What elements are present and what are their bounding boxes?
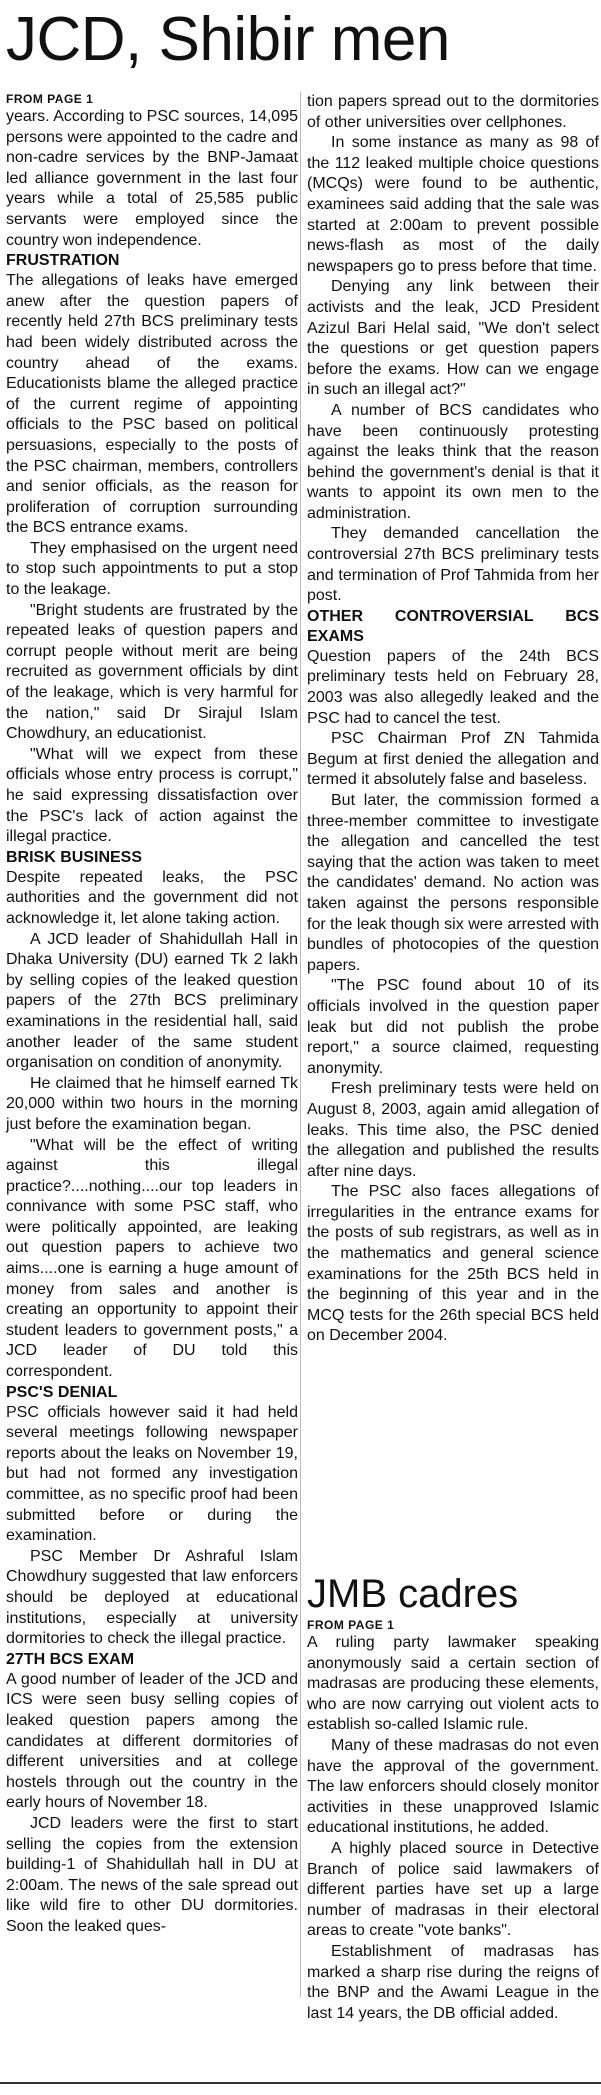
from-page-label: FROM PAGE 1 — [6, 92, 94, 106]
paragraph: Fresh preliminary tests were held on August 8, 2003, again amid allegation of leaks. This time also, the PSC denied the allegation and published the results after nine days. — [307, 1080, 599, 1180]
subheading-brisk-business: BRISK BUSINESS — [6, 848, 143, 866]
paragraph: In some instance as many as 98 of the 112 leaked multiple choice questions (MCQs) were found to be authentic, examinees said adding that the sale was started at 2:00am to prevent possible news-flash as most of the daily newspapers go to press before that time. — [307, 134, 599, 275]
paragraph: The PSC also faces allegations of irregularities in the entrance exams for the posts of sub registrars, as well as in the mathematics and general science examinations for the 25th BCS held in the beginning of this year and in the MCQ tests for the 26th special BCS held on December 2004. — [307, 1183, 599, 1345]
paragraph: They emphasised on the urgent need to stop such appointments to put a stop to the leakage. — [6, 539, 298, 599]
paragraph: JCD leaders were the first to start selling the copies from the extension building-1 of Shahidullah hall in DU at 2:00am. The news of the sale spread out like wild fire to other DU dormitories. Soon the leaked ques- — [6, 1814, 298, 1935]
paragraph: A highly placed source in Detective Branch of police said lawmakers of different parties have set up a large number of madrasas in their electoral areas to create "vote banks". — [307, 1839, 599, 1940]
paragraph: A number of BCS candidates who have been continuously protesting against the leaks think that the reason behind the government's denial is that it wants to appoint its own men to the administration. — [307, 401, 599, 522]
paragraph: A ruling party lawmaker speaking anonymously said a certain section of madrasas are producing these elements, who are now carrying out violent acts to establish so-called Islamic rule. — [307, 1634, 599, 1734]
second-story-headline: JMB cadres — [307, 1572, 519, 1616]
paragraph: He claimed that he himself earned Tk 20,000 within two hours in the morning just before the examination began. — [6, 1074, 298, 1133]
paragraph: A good number of leader of the JCD and ICS were seen busy selling copies of leaked question papers among the candidates at different dormitories of different universities and at college hostels through out the country in the early hours of November 18. — [6, 1670, 298, 1812]
paragraph: Despite repeated leaks, the PSC authorities and the government did not acknowledge it, let alone taking action. — [6, 868, 298, 927]
paragraph: A JCD leader of Shahidullah Hall in Dhaka University (DU) earned Tk 2 lakh by selling copies of the leaked question papers of the 27th BCS preliminary examinations in the residential hall, said another leader of the same student organisation on condition of anonymity. — [6, 930, 298, 1072]
paragraph: tion papers spread out to the dormitories of other universities over cellphones. — [307, 93, 599, 131]
paragraph: PSC Member Dr Ashraful Islam Chowdhury suggested that law enforcers should be deployed at educational institutions, especially at university dormitories to check the illegal practice. — [6, 1547, 298, 1648]
paragraph: Establishment of madrasas has marked a sharp rise during the reigns of the BNP and the Awami League in the last 14 years, the DB official added. — [307, 1942, 599, 2022]
paragraph: PSC Chairman Prof ZN Tahmida Begum at first denied the allegation and termed it absolutely false and baseless. — [307, 730, 599, 789]
paragraph: PSC officials however said it had held several meetings following newspaper reports about the leaks on November 19, but had not formed any investigation committee, as no specific proof had been submitted before or during the examination. — [6, 1403, 298, 1545]
headline: JCD, Shibir men — [6, 5, 450, 74]
left-column — [6, 92, 298, 1937]
subheading-other-controversial-exams: OTHER CONTROVERSIAL BCS EXAMS — [307, 607, 599, 645]
paragraph: Denying any link between their activists and the leak, JCD President Azizul Bari Helal said, "We don't select the questions or get question papers before the exams. How can we engage in such an illegal act?" — [307, 278, 599, 399]
paragraph: Question papers of the 24th BCS preliminary tests held on February 28, 2003 was also allegedly leaked and the PSC had to cancel the test. — [307, 647, 599, 727]
paragraph: years. According to PSC sources, 14,095 persons were appointed to the cadre and non-cadre services by the BNP-Jamaat led alliance government in the last four years while a total of 25,585 public servants were employed since the country won independence. — [6, 108, 298, 249]
paragraph: "Bright students are frustrated by the repeated leaks of question papers and corrupt people without merit are being recruited as government officials by dint of the leakage, which is very harmful for the nation," said Dr Sirajul Islam Chowdhury, an educationist. — [6, 601, 298, 743]
subheading-frustration: FRUSTRATION — [6, 252, 120, 270]
paragraph: But later, the commission formed a three-member committee to investigate the allegation and cancelled the test saying that the action was taken to meet the candidates' demand. No action was taken against the persons responsible for the leak though six were arrested with bundles of photocopies of the question papers. — [307, 792, 599, 974]
right-column — [307, 92, 599, 1347]
second-story — [307, 1570, 599, 2024]
second-story-body — [307, 1618, 599, 2024]
from-page-label: FROM PAGE 1 — [307, 1618, 395, 1632]
subheading-27th-bcs-exam: 27TH BCS EXAM — [6, 1650, 135, 1668]
paragraph: They demanded cancellation the controversial 27th BCS preliminary tests and termination of Prof Tahmida from her post. — [307, 525, 599, 605]
paragraph: The allegations of leaks have emerged anew after the question papers of recently held 27th BCS preliminary tests had been widely distributed across the country ahead of the exams. Educationists blame the alleged practice of the current regime of appointing officials to the PSC based on political persuasions, especially to the posts of the PSC chairman, members, controllers and senior officials, as the reason for proliferation of corruption surrounding the BCS entrance exams. — [6, 272, 298, 537]
paragraph: "The PSC found about 10 of its officials involved in the question paper leak but did not publish the probe report," a source claimed, requesting anonymity. — [307, 977, 599, 1077]
paragraph: "What will be the effect of writing against this illegal practice?....nothing....our top leaders in connivance with some PSC staff, who were politically appointed, are leaking out question papers to achieve two aims....one is earning a huge amount of money from sales and another is creating an opportunity to appoint their student leaders to government posts," a JCD leader of DU told this correspondent. — [6, 1136, 298, 1381]
paragraph: "What will we expect from these officials whose entry process is corrupt," he said expressing dissatisfaction over the PSC's lack of action against the illegal practice. — [6, 745, 298, 846]
subheading-pscs-denial: PSC'S DENIAL — [6, 1383, 118, 1401]
paragraph: Many of these madrasas do not even have the approval of the government. The law enforcers should closely monitor activities in these unapproved Islamic educational institutions, he added. — [307, 1736, 599, 1837]
bottom-rule — [0, 2082, 601, 2084]
column-divider — [300, 92, 301, 1997]
